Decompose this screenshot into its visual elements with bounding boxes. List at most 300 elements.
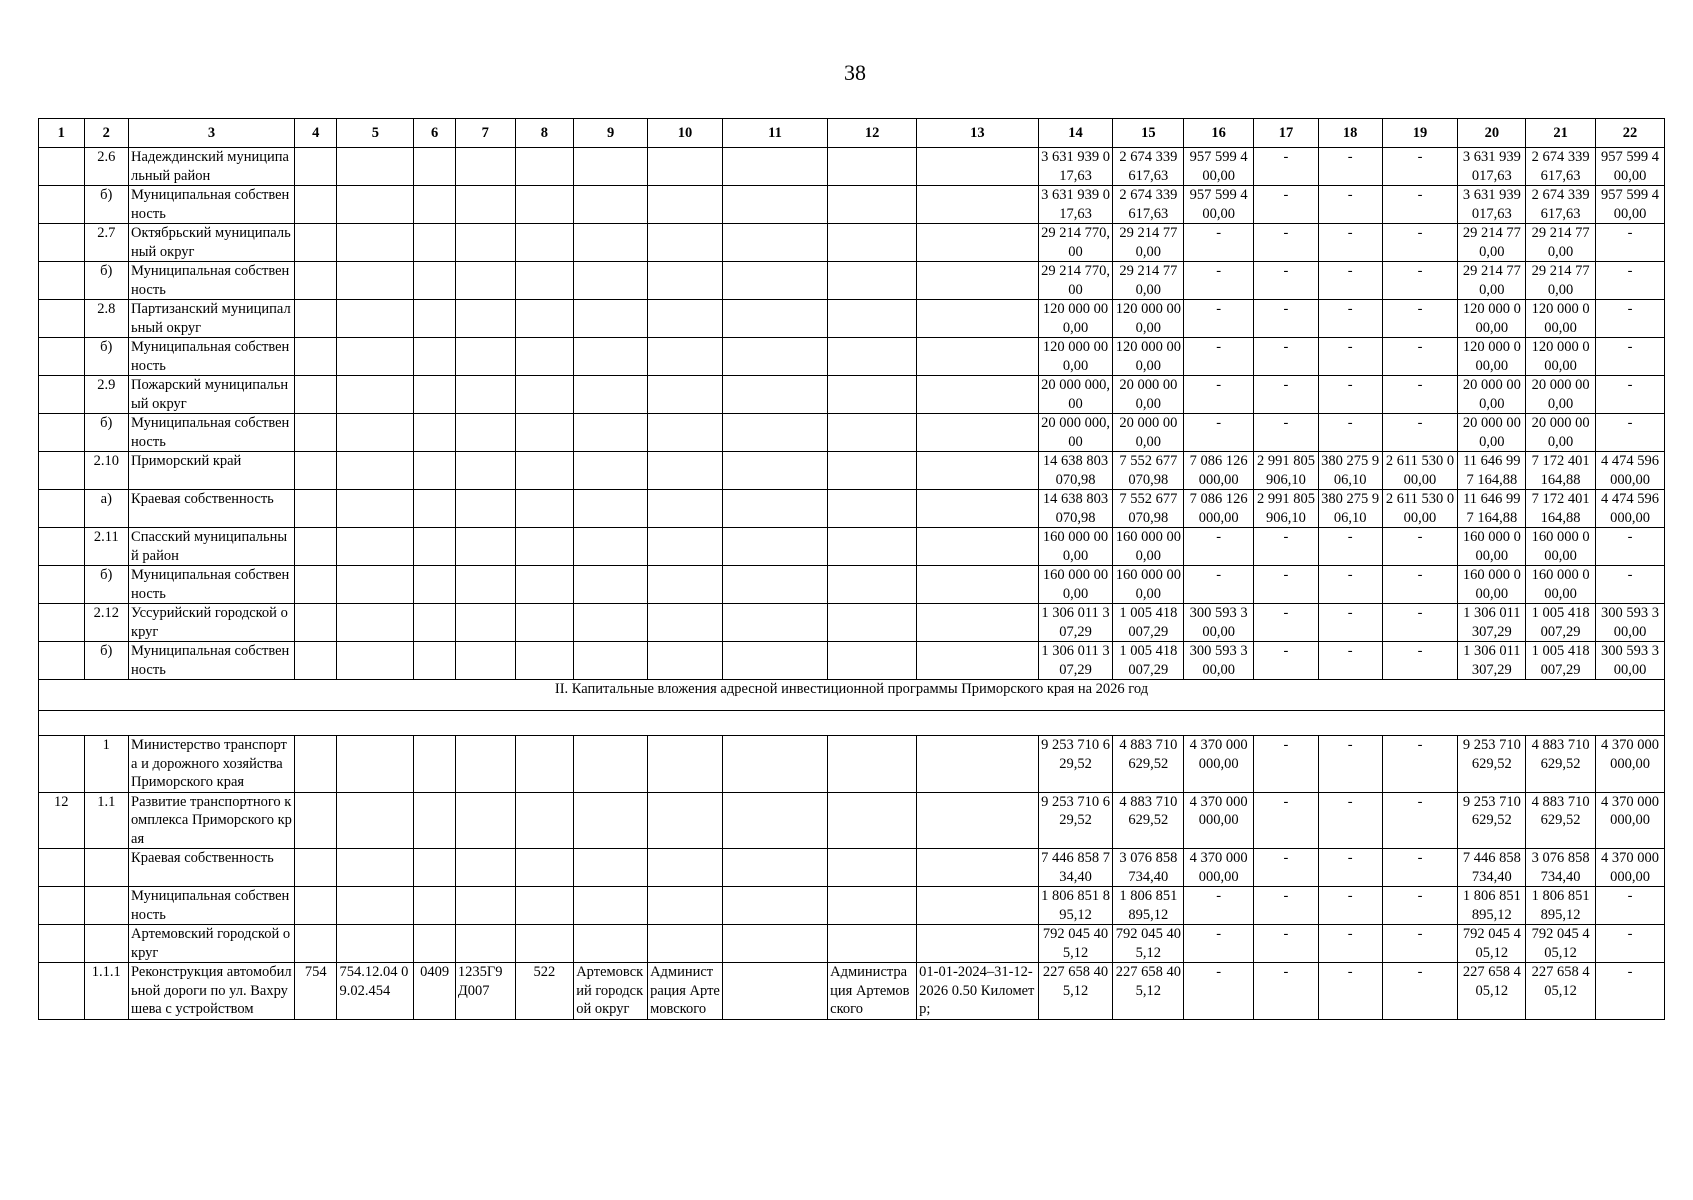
- cell-col-16: -: [1184, 925, 1254, 963]
- cell-col-1: [39, 528, 85, 566]
- cell-col-13: [917, 604, 1038, 642]
- cell-col-1: [39, 300, 85, 338]
- cell-col-16: 300 593 300,00: [1184, 604, 1254, 642]
- cell-col-3: Октябрьский муниципальный округ: [129, 224, 295, 262]
- table-header: [39, 119, 1665, 148]
- cell-col-14: 14 638 803 070,98: [1038, 452, 1113, 490]
- cell-col-11: [722, 300, 827, 338]
- cell-col-5: [337, 887, 414, 925]
- cell-col-9: [574, 300, 648, 338]
- table-row: [39, 887, 1665, 925]
- column-header-15: 15: [1113, 119, 1184, 148]
- cell-col-9: [574, 186, 648, 224]
- column-header-13: 13: [917, 119, 1038, 148]
- cell-col-7: [455, 414, 515, 452]
- table-body-part1: [39, 148, 1665, 680]
- cell-col-19: -: [1382, 604, 1458, 642]
- cell-col-16: 4 370 000 000,00: [1184, 736, 1254, 793]
- cell-col-18: -: [1318, 566, 1382, 604]
- cell-col-2: б): [84, 262, 129, 300]
- cell-col-4: [294, 376, 336, 414]
- cell-col-17: -: [1254, 300, 1319, 338]
- cell-col-16: 300 593 300,00: [1184, 642, 1254, 680]
- cell-col-14: 227 658 405,12: [1038, 963, 1113, 1020]
- cell-col-8: [515, 338, 574, 376]
- cell-col-9: [574, 148, 648, 186]
- cell-col-5: [337, 604, 414, 642]
- cell-col-7: [455, 642, 515, 680]
- table-row: [39, 414, 1665, 452]
- cell-col-1: [39, 414, 85, 452]
- cell-col-22: 4 370 000 000,00: [1596, 736, 1665, 793]
- cell-col-14: 1 806 851 895,12: [1038, 887, 1113, 925]
- cell-col-18: -: [1318, 792, 1382, 849]
- cell-col-9: Артемовский городской округ: [574, 963, 648, 1020]
- cell-col-22: 957 599 400,00: [1596, 148, 1665, 186]
- cell-col-5: [337, 186, 414, 224]
- cell-col-18: -: [1318, 849, 1382, 887]
- cell-col-20: 120 000 000,00: [1458, 338, 1526, 376]
- cell-col-4: [294, 262, 336, 300]
- cell-col-18: -: [1318, 338, 1382, 376]
- cell-col-2: [84, 887, 129, 925]
- cell-col-21: 1 005 418 007,29: [1526, 642, 1596, 680]
- cell-col-8: [515, 642, 574, 680]
- cell-col-10: [648, 925, 723, 963]
- cell-col-17: -: [1254, 925, 1319, 963]
- cell-col-14: 792 045 405,12: [1038, 925, 1113, 963]
- cell-col-10: [648, 792, 723, 849]
- cell-col-5: [337, 148, 414, 186]
- cell-col-3: Развитие транспортного комплекса Приморского края: [129, 792, 295, 849]
- cell-col-7: [455, 224, 515, 262]
- cell-col-2: 1.1: [84, 792, 129, 849]
- cell-col-7: [455, 887, 515, 925]
- cell-col-13: [917, 224, 1038, 262]
- cell-col-10: [648, 490, 723, 528]
- cell-col-7: [455, 186, 515, 224]
- cell-col-14: 7 446 858 734,40: [1038, 849, 1113, 887]
- cell-col-2: 2.7: [84, 224, 129, 262]
- cell-col-9: [574, 262, 648, 300]
- cell-col-13: [917, 338, 1038, 376]
- table-row: [39, 376, 1665, 414]
- cell-col-12: [828, 604, 917, 642]
- cell-col-17: -: [1254, 887, 1319, 925]
- cell-col-5: [337, 376, 414, 414]
- cell-col-20: 1 306 011 307,29: [1458, 604, 1526, 642]
- cell-col-17: -: [1254, 642, 1319, 680]
- cell-col-17: -: [1254, 792, 1319, 849]
- cell-col-19: 2 611 530 000,00: [1382, 490, 1458, 528]
- table-row: [39, 452, 1665, 490]
- cell-col-3: Краевая собственность: [129, 490, 295, 528]
- cell-col-1: [39, 376, 85, 414]
- cell-col-19: -: [1382, 849, 1458, 887]
- column-header-12: 12: [828, 119, 917, 148]
- cell-col-4: [294, 792, 336, 849]
- cell-col-11: [722, 376, 827, 414]
- cell-col-10: [648, 452, 723, 490]
- cell-col-13: [917, 490, 1038, 528]
- cell-col-21: 7 172 401 164,88: [1526, 452, 1596, 490]
- cell-col-15: 1 005 418 007,29: [1113, 642, 1184, 680]
- cell-col-21: 1 005 418 007,29: [1526, 604, 1596, 642]
- cell-col-15: 1 806 851 895,12: [1113, 887, 1184, 925]
- cell-col-14: 9 253 710 629,52: [1038, 736, 1113, 793]
- cell-col-10: [648, 566, 723, 604]
- cell-col-13: [917, 736, 1038, 793]
- cell-col-19: -: [1382, 528, 1458, 566]
- cell-col-21: 2 674 339 617,63: [1526, 148, 1596, 186]
- column-header-16: 16: [1184, 119, 1254, 148]
- cell-col-11: [722, 186, 827, 224]
- cell-col-14: 1 306 011 307,29: [1038, 604, 1113, 642]
- cell-col-20: 11 646 997 164,88: [1458, 452, 1526, 490]
- table-row: [39, 963, 1665, 1020]
- cell-col-15: 3 076 858 734,40: [1113, 849, 1184, 887]
- table-row: [39, 148, 1665, 186]
- cell-col-10: [648, 414, 723, 452]
- cell-col-22: 300 593 300,00: [1596, 604, 1665, 642]
- cell-col-6: [414, 642, 455, 680]
- cell-col-3: Партизанский муниципальный округ: [129, 300, 295, 338]
- cell-col-20: 1 306 011 307,29: [1458, 642, 1526, 680]
- cell-col-11: [722, 262, 827, 300]
- cell-col-16: 4 370 000 000,00: [1184, 792, 1254, 849]
- cell-col-8: [515, 224, 574, 262]
- cell-col-5: [337, 490, 414, 528]
- table-row: [39, 849, 1665, 887]
- cell-col-16: 957 599 400,00: [1184, 186, 1254, 224]
- cell-col-9: [574, 414, 648, 452]
- cell-col-5: [337, 792, 414, 849]
- cell-col-21: 20 000 000,00: [1526, 376, 1596, 414]
- cell-col-3: Муниципальная собственность: [129, 566, 295, 604]
- cell-col-2: б): [84, 338, 129, 376]
- cell-col-21: 7 172 401 164,88: [1526, 490, 1596, 528]
- cell-col-16: -: [1184, 262, 1254, 300]
- cell-col-8: [515, 148, 574, 186]
- cell-col-11: [722, 452, 827, 490]
- cell-col-7: [455, 566, 515, 604]
- cell-col-19: -: [1382, 566, 1458, 604]
- cell-col-2: б): [84, 414, 129, 452]
- cell-col-11: [722, 849, 827, 887]
- cell-col-2: [84, 925, 129, 963]
- cell-col-9: [574, 452, 648, 490]
- cell-col-4: [294, 887, 336, 925]
- cell-col-12: [828, 642, 917, 680]
- cell-col-15: 1 005 418 007,29: [1113, 604, 1184, 642]
- cell-col-13: [917, 642, 1038, 680]
- cell-col-7: [455, 338, 515, 376]
- cell-col-16: 7 086 126 000,00: [1184, 452, 1254, 490]
- cell-col-10: [648, 642, 723, 680]
- cell-col-3: Надеждинский муниципальный район: [129, 148, 295, 186]
- cell-col-1: [39, 224, 85, 262]
- cell-col-13: [917, 376, 1038, 414]
- cell-col-3: Приморский край: [129, 452, 295, 490]
- cell-col-11: [722, 414, 827, 452]
- cell-col-5: 754.12.04 09.02.454: [337, 963, 414, 1020]
- cell-col-10: [648, 300, 723, 338]
- cell-col-13: [917, 452, 1038, 490]
- cell-col-17: -: [1254, 736, 1319, 793]
- cell-col-16: -: [1184, 300, 1254, 338]
- cell-col-4: [294, 452, 336, 490]
- cell-col-3: Артемовский городской округ: [129, 925, 295, 963]
- cell-col-7: 1235Г9 Д007: [455, 963, 515, 1020]
- cell-col-19: -: [1382, 300, 1458, 338]
- cell-col-22: -: [1596, 963, 1665, 1020]
- cell-col-21: 2 674 339 617,63: [1526, 186, 1596, 224]
- cell-col-11: [722, 528, 827, 566]
- cell-col-17: -: [1254, 376, 1319, 414]
- cell-col-15: 120 000 000,00: [1113, 338, 1184, 376]
- cell-col-11: [722, 148, 827, 186]
- section-block: [39, 680, 1665, 736]
- cell-col-4: [294, 338, 336, 376]
- cell-col-21: 20 000 000,00: [1526, 414, 1596, 452]
- cell-col-9: [574, 887, 648, 925]
- cell-col-22: 4 474 596 000,00: [1596, 452, 1665, 490]
- cell-col-9: [574, 849, 648, 887]
- cell-col-6: [414, 887, 455, 925]
- cell-col-18: -: [1318, 186, 1382, 224]
- cell-col-15: 2 674 339 617,63: [1113, 148, 1184, 186]
- cell-col-2: б): [84, 186, 129, 224]
- cell-col-19: -: [1382, 224, 1458, 262]
- cell-col-21: 227 658 405,12: [1526, 963, 1596, 1020]
- cell-col-12: [828, 452, 917, 490]
- cell-col-1: [39, 490, 85, 528]
- cell-col-7: [455, 528, 515, 566]
- cell-col-18: 380 275 906,10: [1318, 490, 1382, 528]
- cell-col-9: [574, 642, 648, 680]
- cell-col-21: 29 214 770,00: [1526, 262, 1596, 300]
- cell-col-6: 0409: [414, 963, 455, 1020]
- cell-col-6: [414, 148, 455, 186]
- cell-col-11: [722, 604, 827, 642]
- cell-col-1: [39, 566, 85, 604]
- cell-col-14: 1 306 011 307,29: [1038, 642, 1113, 680]
- cell-col-22: -: [1596, 414, 1665, 452]
- cell-col-17: -: [1254, 224, 1319, 262]
- cell-col-22: 957 599 400,00: [1596, 186, 1665, 224]
- cell-col-2: б): [84, 566, 129, 604]
- cell-col-10: [648, 528, 723, 566]
- page-number: 38: [844, 60, 866, 85]
- cell-col-11: [722, 490, 827, 528]
- cell-col-6: [414, 925, 455, 963]
- cell-col-6: [414, 528, 455, 566]
- cell-col-13: [917, 887, 1038, 925]
- cell-col-14: 120 000 000,00: [1038, 338, 1113, 376]
- cell-col-15: 7 552 677 070,98: [1113, 490, 1184, 528]
- cell-col-14: 20 000 000,00: [1038, 376, 1113, 414]
- cell-col-20: 227 658 405,12: [1458, 963, 1526, 1020]
- column-header-6: 6: [414, 119, 455, 148]
- cell-col-14: 9 253 710 629,52: [1038, 792, 1113, 849]
- cell-col-7: [455, 452, 515, 490]
- cell-col-10: [648, 338, 723, 376]
- cell-col-11: [722, 925, 827, 963]
- cell-col-2: [84, 849, 129, 887]
- cell-col-16: -: [1184, 963, 1254, 1020]
- cell-col-21: 4 883 710 629,52: [1526, 792, 1596, 849]
- cell-col-20: 160 000 000,00: [1458, 528, 1526, 566]
- cell-col-10: [648, 887, 723, 925]
- cell-col-2: 2.10: [84, 452, 129, 490]
- cell-col-22: -: [1596, 262, 1665, 300]
- cell-col-12: [828, 224, 917, 262]
- cell-col-5: [337, 300, 414, 338]
- cell-col-7: [455, 300, 515, 338]
- cell-col-11: [722, 736, 827, 793]
- cell-col-17: -: [1254, 528, 1319, 566]
- cell-col-18: -: [1318, 925, 1382, 963]
- cell-col-3: Муниципальная собственность: [129, 338, 295, 376]
- cell-col-2: 2.11: [84, 528, 129, 566]
- cell-col-5: [337, 736, 414, 793]
- cell-col-11: [722, 792, 827, 849]
- cell-col-8: [515, 300, 574, 338]
- cell-col-10: [648, 148, 723, 186]
- cell-col-6: [414, 224, 455, 262]
- cell-col-22: -: [1596, 566, 1665, 604]
- table-row: [39, 262, 1665, 300]
- cell-col-7: [455, 148, 515, 186]
- cell-col-8: [515, 736, 574, 793]
- cell-col-8: [515, 566, 574, 604]
- cell-col-12: [828, 300, 917, 338]
- cell-col-8: [515, 186, 574, 224]
- cell-col-2: 2.9: [84, 376, 129, 414]
- cell-col-7: [455, 792, 515, 849]
- cell-col-15: 29 214 770,00: [1113, 224, 1184, 262]
- cell-col-1: [39, 963, 85, 1020]
- cell-col-1: [39, 849, 85, 887]
- cell-col-22: -: [1596, 338, 1665, 376]
- cell-col-4: [294, 566, 336, 604]
- cell-col-7: [455, 849, 515, 887]
- cell-col-18: -: [1318, 300, 1382, 338]
- cell-col-1: [39, 925, 85, 963]
- cell-col-12: [828, 376, 917, 414]
- cell-col-17: 2 991 805 906,10: [1254, 490, 1319, 528]
- cell-col-18: -: [1318, 963, 1382, 1020]
- cell-col-7: [455, 376, 515, 414]
- cell-col-13: 01-01-2024–31-12-2026 0.50 Километр;: [917, 963, 1038, 1020]
- cell-col-1: [39, 642, 85, 680]
- cell-col-14: 120 000 000,00: [1038, 300, 1113, 338]
- table-body-part2: [39, 736, 1665, 1020]
- cell-col-5: [337, 338, 414, 376]
- cell-col-2: 1: [84, 736, 129, 793]
- cell-col-11: [722, 224, 827, 262]
- cell-col-10: [648, 224, 723, 262]
- cell-col-3: Муниципальная собственность: [129, 642, 295, 680]
- column-header-9: 9: [574, 119, 648, 148]
- cell-col-20: 1 806 851 895,12: [1458, 887, 1526, 925]
- cell-col-9: [574, 566, 648, 604]
- cell-col-9: [574, 338, 648, 376]
- cell-col-11: [722, 963, 827, 1020]
- cell-col-12: [828, 262, 917, 300]
- table-row: [39, 604, 1665, 642]
- cell-col-14: 29 214 770,00: [1038, 262, 1113, 300]
- cell-col-6: [414, 338, 455, 376]
- cell-col-16: -: [1184, 887, 1254, 925]
- cell-col-19: -: [1382, 414, 1458, 452]
- cell-col-4: [294, 148, 336, 186]
- cell-col-5: [337, 642, 414, 680]
- section-row: [39, 680, 1665, 711]
- cell-col-2: а): [84, 490, 129, 528]
- cell-col-11: [722, 338, 827, 376]
- cell-col-10: [648, 849, 723, 887]
- column-header-11: 11: [722, 119, 827, 148]
- cell-col-12: Администрация Артемовского: [828, 963, 917, 1020]
- cell-col-14: 3 631 939 017,63: [1038, 148, 1113, 186]
- cell-col-7: [455, 925, 515, 963]
- cell-col-18: -: [1318, 887, 1382, 925]
- cell-col-21: 792 045 405,12: [1526, 925, 1596, 963]
- cell-col-17: -: [1254, 849, 1319, 887]
- cell-col-20: 29 214 770,00: [1458, 262, 1526, 300]
- cell-col-21: 160 000 000,00: [1526, 528, 1596, 566]
- cell-col-1: [39, 736, 85, 793]
- cell-col-6: [414, 736, 455, 793]
- cell-col-19: -: [1382, 792, 1458, 849]
- cell-col-12: [828, 148, 917, 186]
- cell-col-2: 1.1.1: [84, 963, 129, 1020]
- cell-col-15: 160 000 000,00: [1113, 566, 1184, 604]
- table-row: [39, 300, 1665, 338]
- cell-col-5: [337, 566, 414, 604]
- cell-col-13: [917, 925, 1038, 963]
- cell-col-15: 20 000 000,00: [1113, 376, 1184, 414]
- cell-col-6: [414, 300, 455, 338]
- cell-col-19: 2 611 530 000,00: [1382, 452, 1458, 490]
- cell-col-14: 20 000 000,00: [1038, 414, 1113, 452]
- cell-col-8: [515, 452, 574, 490]
- cell-col-6: [414, 604, 455, 642]
- table-row: [39, 642, 1665, 680]
- cell-col-3: Уссурийский городской округ: [129, 604, 295, 642]
- cell-col-18: -: [1318, 376, 1382, 414]
- cell-col-20: 3 631 939 017,63: [1458, 148, 1526, 186]
- cell-col-11: [722, 566, 827, 604]
- cell-col-12: [828, 736, 917, 793]
- cell-col-15: 792 045 405,12: [1113, 925, 1184, 963]
- cell-col-3: Реконструкция автомобильной дороги по ул. Вахрушева с устройством: [129, 963, 295, 1020]
- cell-col-16: -: [1184, 566, 1254, 604]
- cell-col-6: [414, 849, 455, 887]
- cell-col-19: -: [1382, 338, 1458, 376]
- cell-col-18: -: [1318, 642, 1382, 680]
- cell-col-21: 4 883 710 629,52: [1526, 736, 1596, 793]
- cell-col-19: -: [1382, 887, 1458, 925]
- cell-col-3: Муниципальная собственность: [129, 414, 295, 452]
- cell-col-14: 160 000 000,00: [1038, 566, 1113, 604]
- cell-col-20: 3 631 939 017,63: [1458, 186, 1526, 224]
- cell-col-21: 120 000 000,00: [1526, 338, 1596, 376]
- cell-col-11: [722, 642, 827, 680]
- cell-col-13: [917, 414, 1038, 452]
- cell-col-19: -: [1382, 262, 1458, 300]
